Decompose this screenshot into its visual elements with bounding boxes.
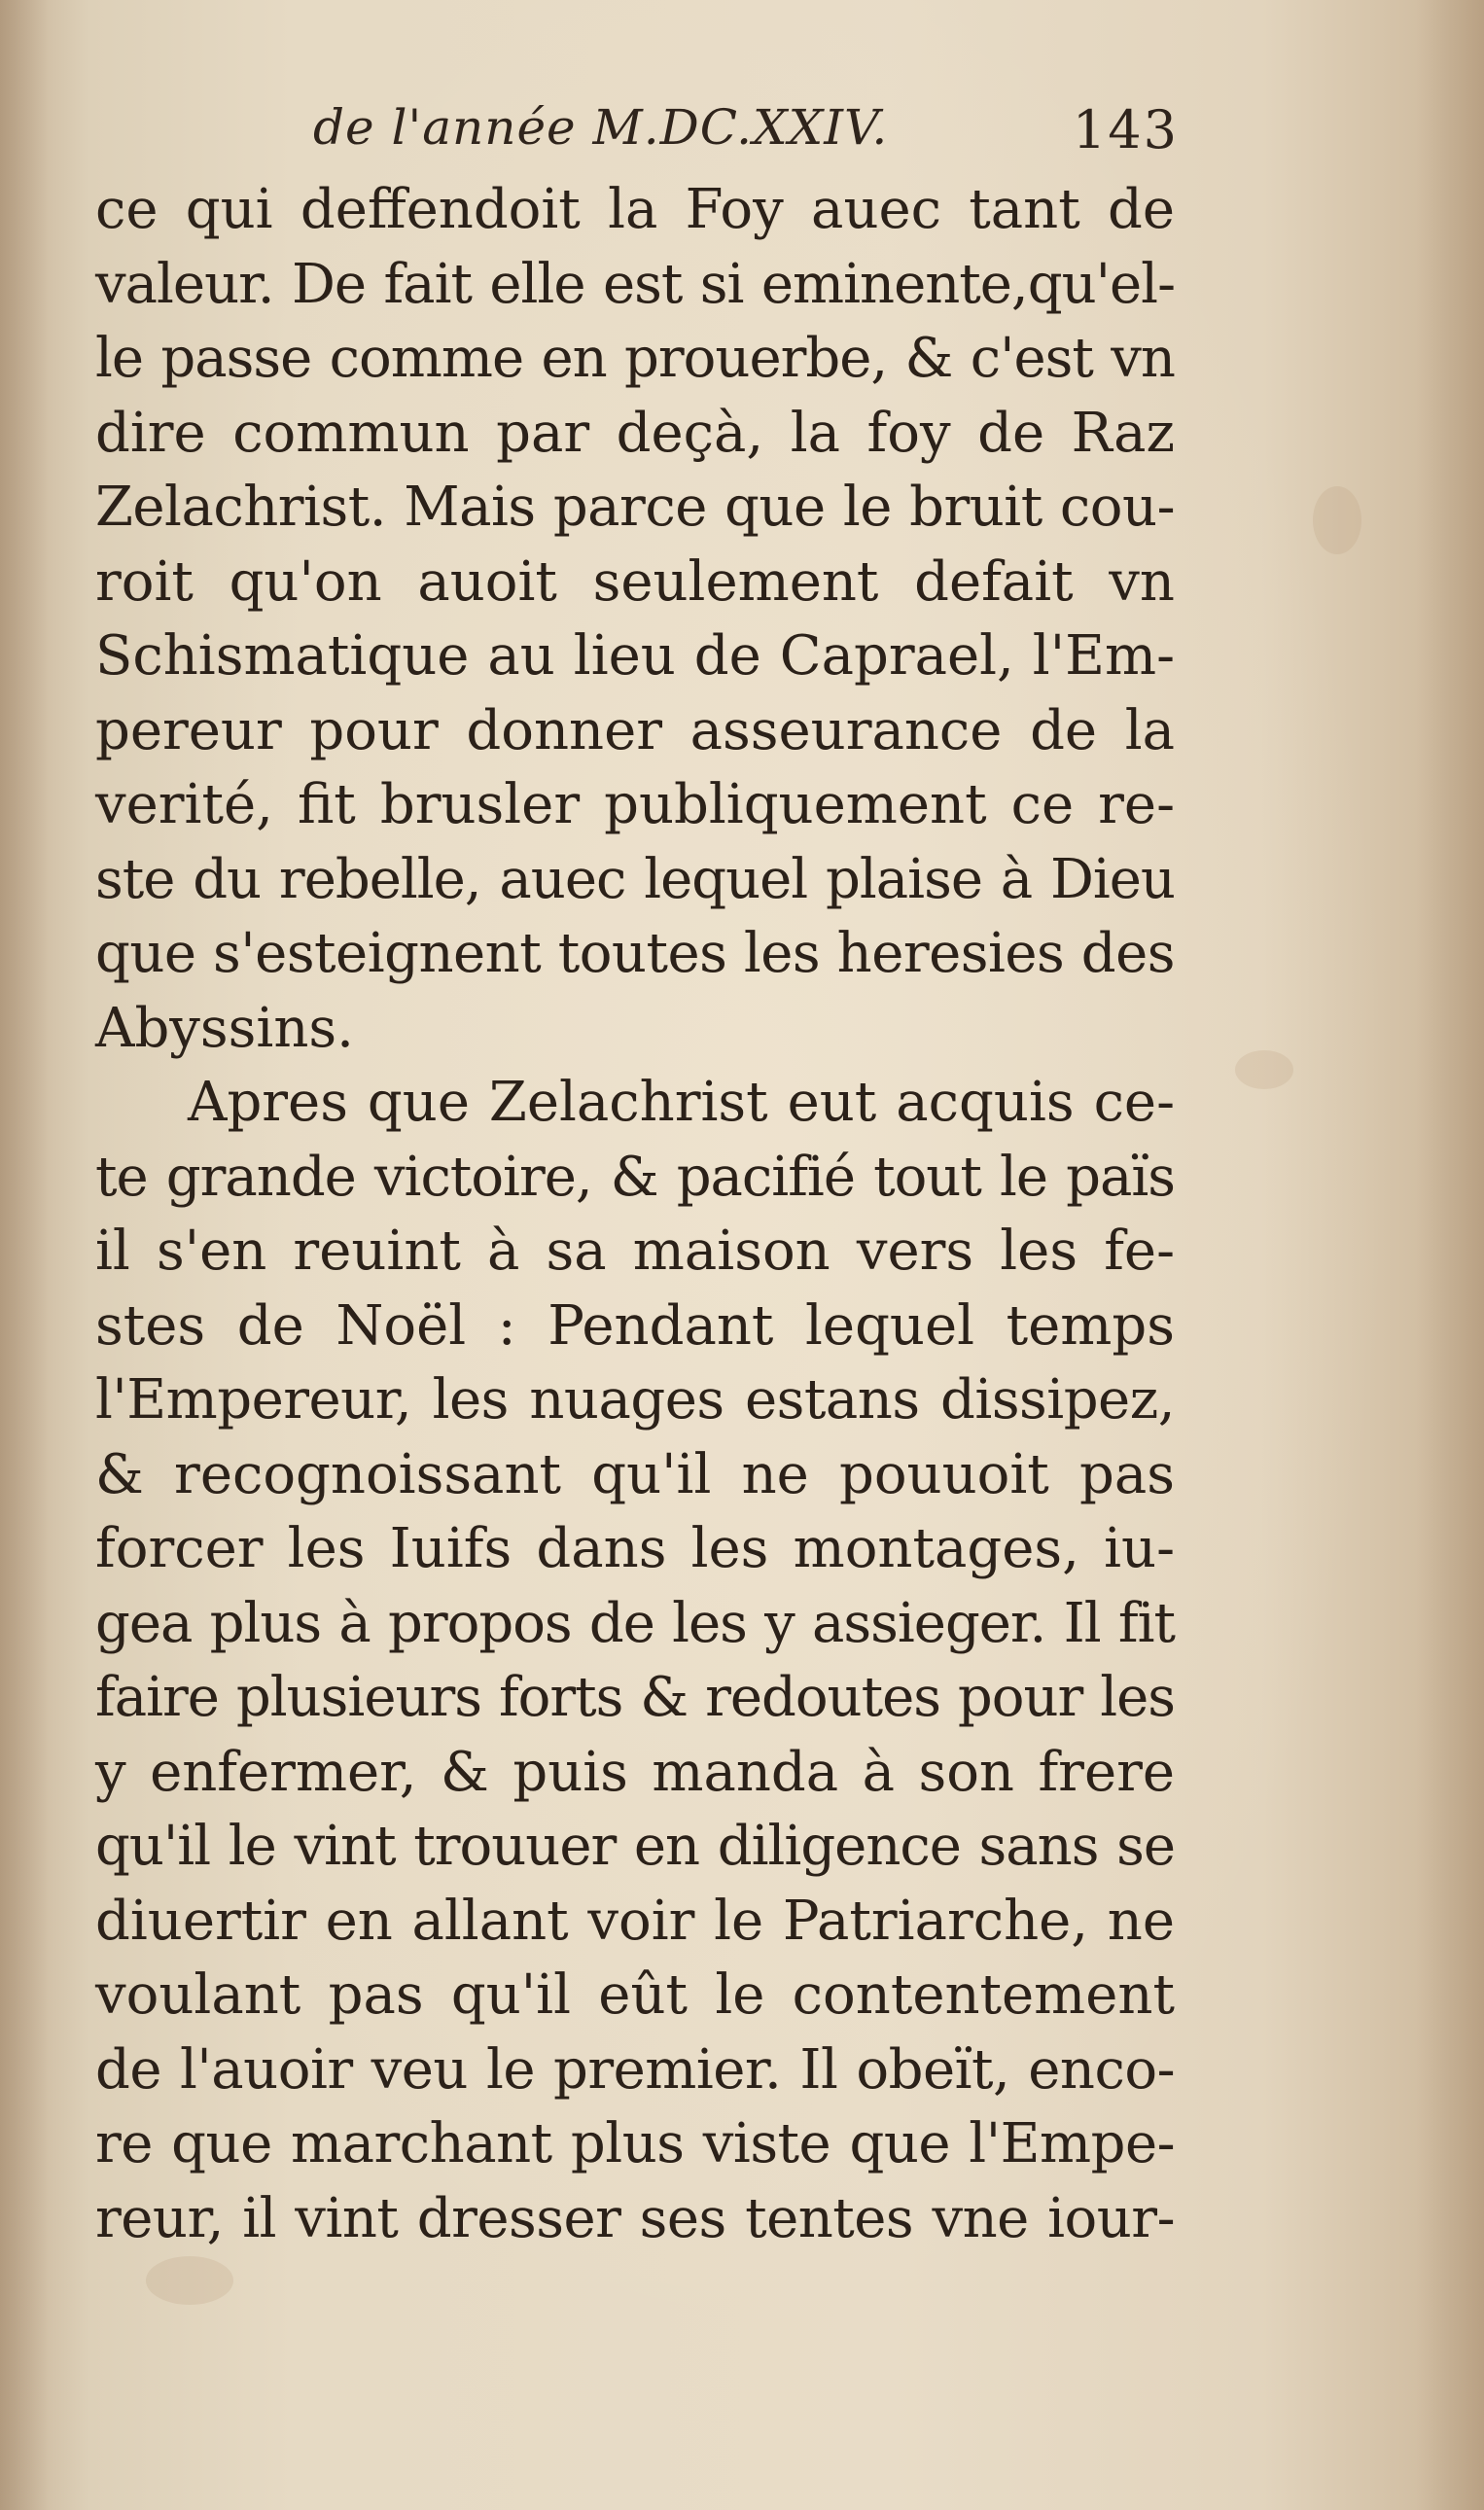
page-right-shadow — [1416, 0, 1484, 2510]
text-line: qu'il le vint trouuer en diligence sans se — [95, 1815, 1175, 1878]
text-line: stes de Noël : Pendant lequel temps — [95, 1293, 1175, 1358]
text-line: voulant pas qu'il eût le contentement — [95, 1963, 1175, 2027]
text-line: reur, il vint dresser ses tentes vne iour- — [95, 2186, 1175, 2250]
text-line: de l'auoir veu le premier. Il obeït, enco- — [95, 2037, 1175, 2102]
text-line: ce qui deffendoit la Foy auec tant de — [95, 178, 1175, 241]
text-line: te grande victoire, & pacifié tout le païs — [95, 1145, 1175, 1209]
text-line: roit qu'on auoit seulement defait vn — [95, 549, 1175, 614]
paragraph-start-line: Apres que Zelachrist eut acquis ce- — [188, 1071, 1175, 1134]
text-line: dire commun par deçà, la foy de Raz — [95, 401, 1175, 465]
page-left-shadow — [0, 0, 49, 2510]
text-line: il s'en reuint à sa maison vers les fe- — [95, 1220, 1175, 1283]
text-line: valeur. De fait elle est si eminente,qu'el- — [95, 252, 1175, 316]
text-line: & recognoissant qu'il ne pouuoit pas — [95, 1442, 1175, 1506]
text-line: forcer les Iuifs dans les montages, iu- — [95, 1517, 1175, 1580]
running-title: de l'année M.DC.XXIV. — [313, 99, 889, 156]
text-line: Schismatique au lieu de Caprael, l'Em- — [95, 624, 1175, 688]
text-line: Zelachrist. Mais parce que le bruit cou- — [95, 476, 1175, 539]
text-line: le passe comme en prouerbe, & c'est vn — [95, 327, 1175, 390]
body-text — [95, 173, 1175, 2256]
page-header — [313, 99, 1179, 167]
text-line: gea plus à propos de les y assieger. Il fit — [95, 1591, 1175, 1655]
paper-stain — [1313, 486, 1361, 554]
text-line: pereur pour donner asseurance de la — [95, 698, 1175, 762]
text-line: diuertir en allant voir le Patriarche, ne — [95, 1889, 1175, 1953]
text-line: y enfermer, & puis manda à son frere — [95, 1740, 1175, 1804]
text-line: verité, fit brusler publiquement ce re- — [95, 773, 1175, 836]
text-line: Abyssins. — [95, 996, 354, 1060]
text-line: ste du rebelle, auec lequel plaise à Dieu — [95, 847, 1175, 911]
paper-stain — [1235, 1050, 1293, 1089]
text-line: re que marchant plus viste que l'Empe- — [95, 2112, 1175, 2175]
text-line: que s'esteignent toutes les heresies des — [95, 922, 1175, 985]
paper-stain — [146, 2256, 233, 2305]
text-line: l'Empereur, les nuages estans dissipez, — [95, 1368, 1175, 1432]
page-number: 143 — [1072, 99, 1179, 160]
text-line: faire plusieurs forts & redoutes pour les — [95, 1666, 1175, 1729]
